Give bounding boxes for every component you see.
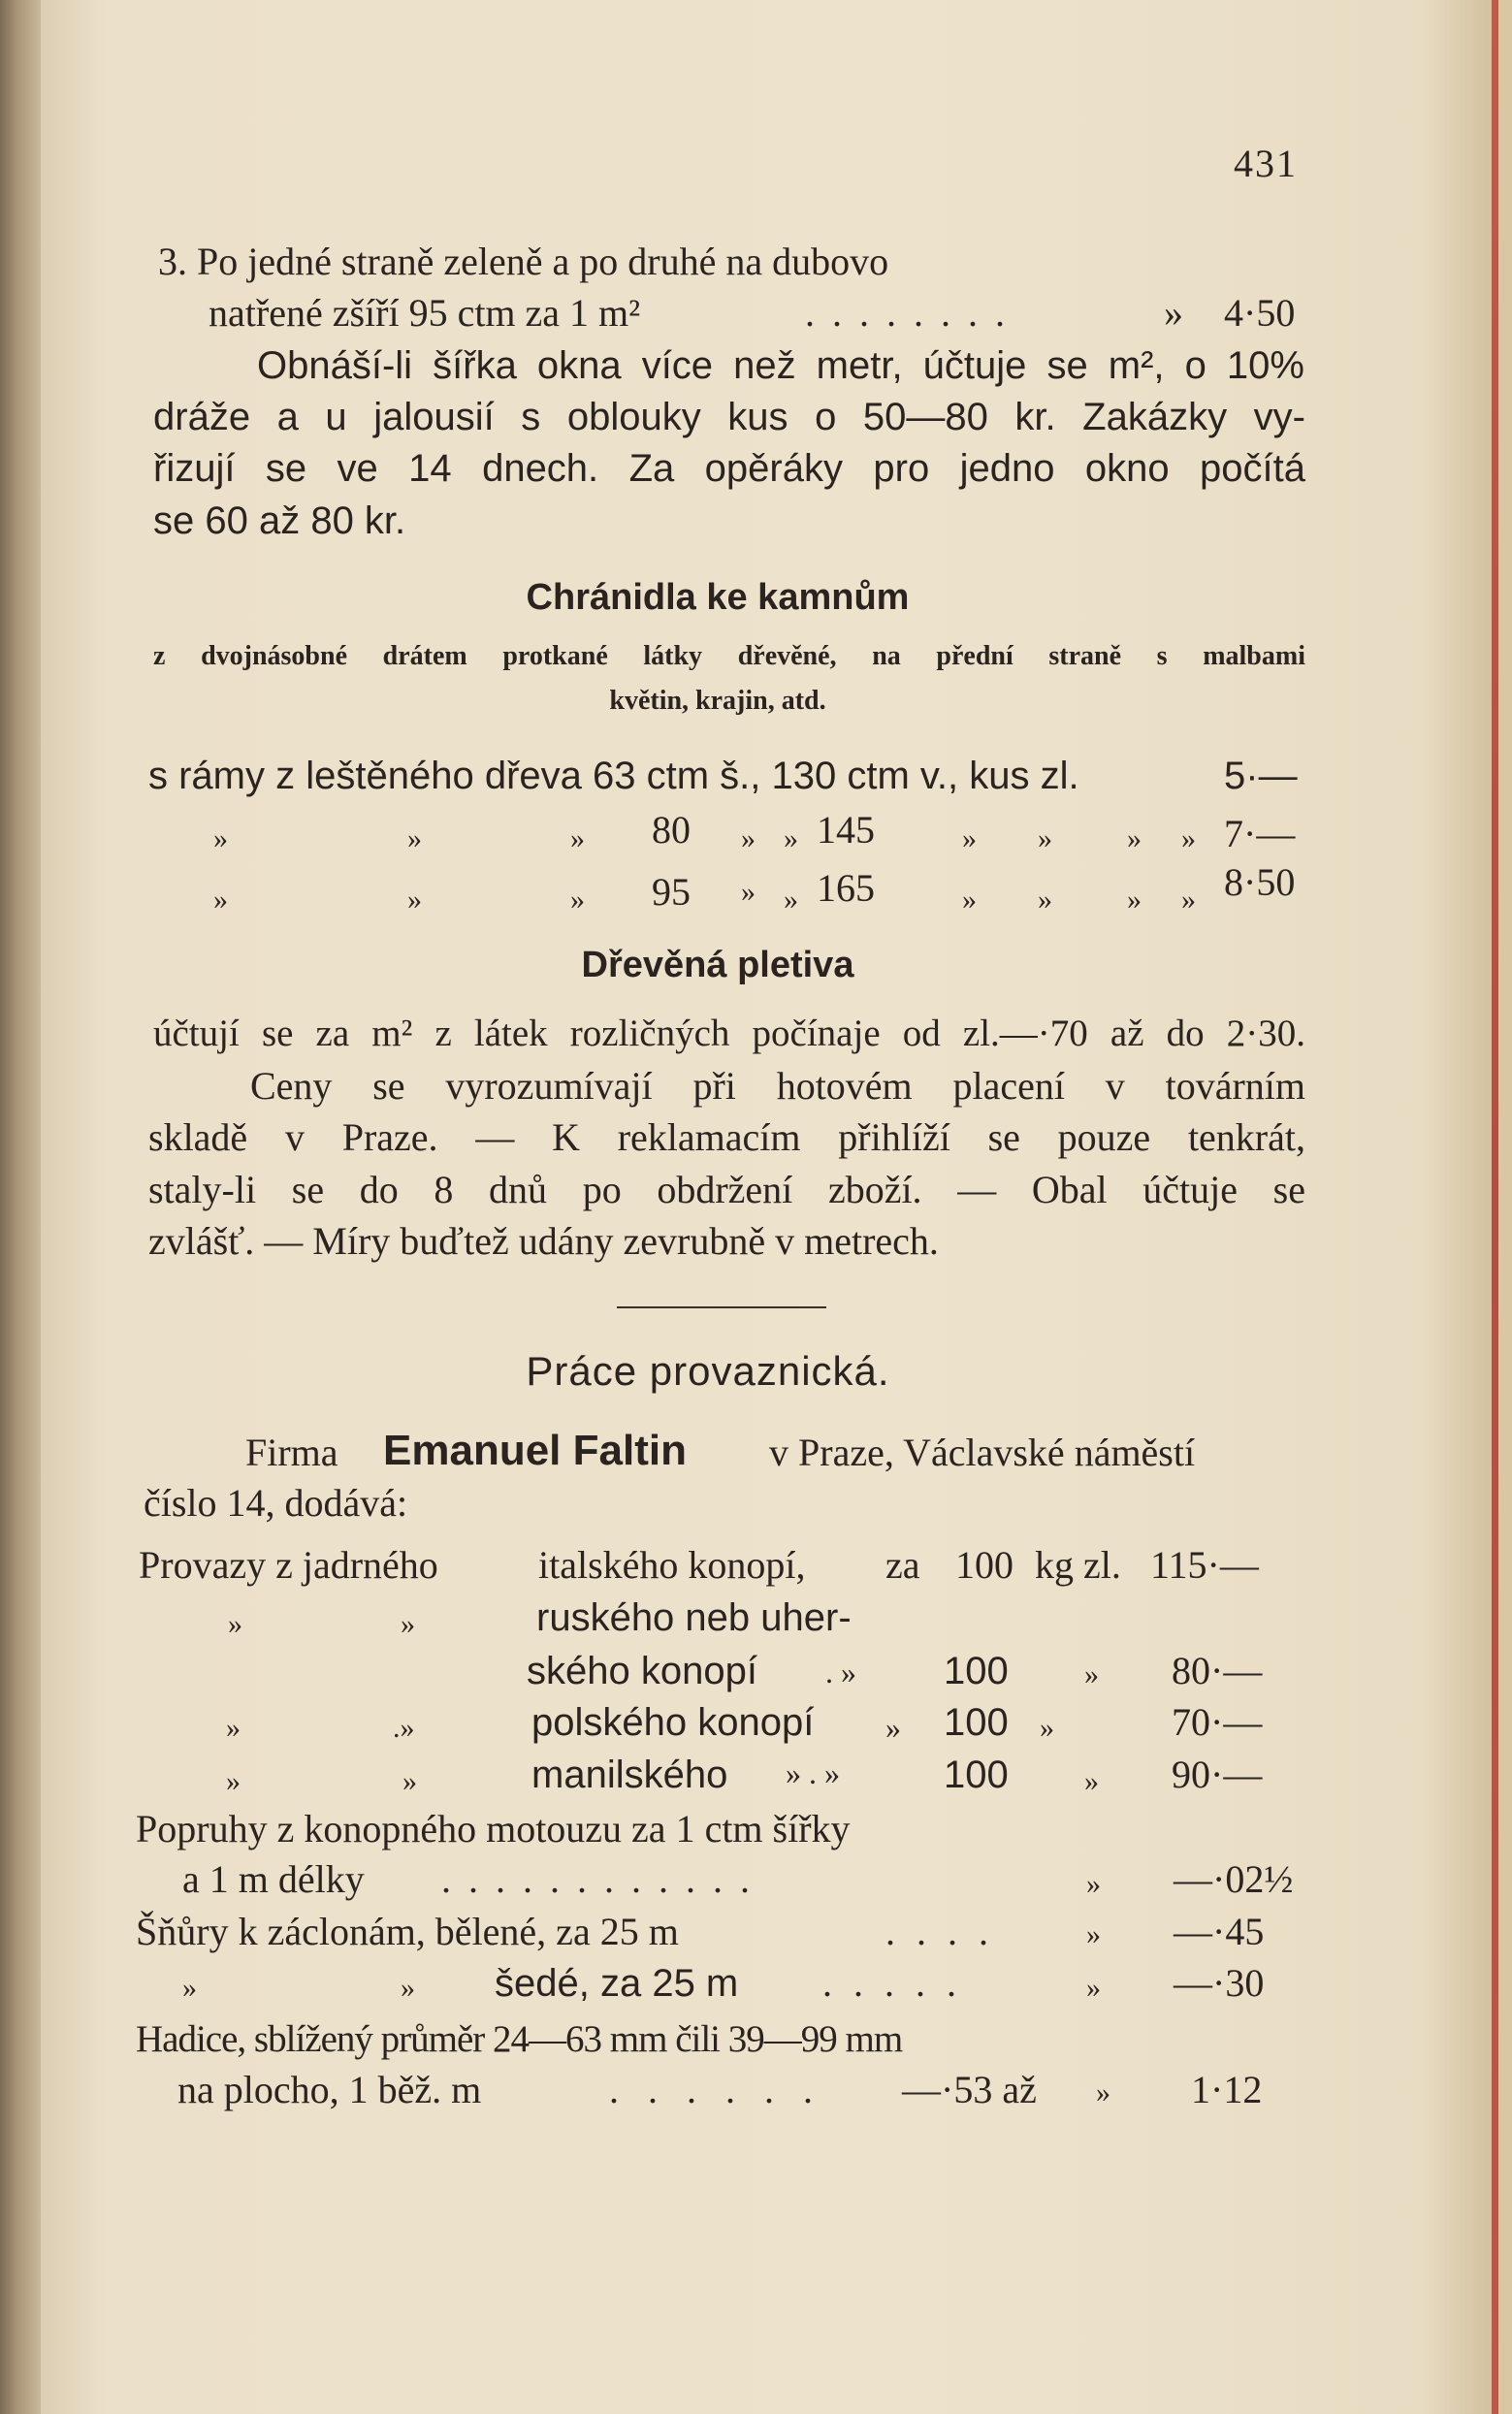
rope-row1-c3: za [885, 1543, 920, 1587]
rope-row1-c4: 100 [955, 1543, 1013, 1587]
rope-row9-q2: » [401, 1972, 415, 2004]
section1-sub1: z dvojnásobné drátem protkané látky dřevěné, na přední straně s malbami [153, 641, 1305, 671]
section1-row3-q1: » [213, 884, 228, 916]
rope-row2-q1: » [228, 1608, 242, 1640]
section3-firm-name: Emanuel Faltin [383, 1427, 687, 1474]
section1-row3-q9: » [1181, 884, 1196, 916]
section1-row3-q4: » [741, 876, 756, 908]
section1-row1-price: 5·— [1224, 755, 1298, 797]
section2-line2: Ceny se vyrozumívají při hotovém placení v továrním [250, 1064, 1305, 1108]
rope-row9-q1: » [182, 1972, 197, 2004]
item3-line2-quote: » [1164, 291, 1183, 335]
rope-row4-c2: polského konopí [531, 1701, 815, 1744]
item3-line2-text: natřené zšíří 95 ctm za 1 m² [209, 291, 641, 335]
section1-row2-q7: » [1038, 822, 1052, 854]
section1-row2-q3: » [570, 822, 585, 854]
rope-row10-c1: Hadice, sblížený průměr 24—63 mm čili 39—99 mm [136, 2018, 903, 2060]
rope-row5-c2: manilského [531, 1754, 728, 1796]
section1-row3-q3: » [570, 884, 585, 916]
section3-intro-line2: číslo 14, dodává: [144, 1481, 408, 1525]
rope-row8-c1: Šňůry k záclonám, bělené, za 25 m [136, 1910, 679, 1953]
rope-row1-c2: italského konopí, [538, 1543, 806, 1587]
section3-heading: Práce provaznická. [526, 1348, 890, 1394]
section2-line3: skladě v Praze. — K reklamacím přihlíží se pouze tenkrát, [148, 1115, 1305, 1159]
section-divider-rule [617, 1306, 826, 1308]
section1-row3-q2: » [407, 884, 422, 916]
rope-row9-c5: » [1086, 1972, 1101, 2004]
section1-row2-q5: » [784, 822, 798, 854]
rope-row7-c6: —·02½ [1174, 1857, 1294, 1901]
section3-intro-post: v Praze, Václavské náměstí [769, 1431, 1196, 1474]
book-spine-shadow [0, 0, 41, 2414]
rope-row4-c6: 70·— [1172, 1700, 1263, 1744]
section2-heading: Dřevěná pletiva [581, 945, 854, 985]
rope-row8-dots: . . . . [885, 1910, 994, 1953]
section2-line1: účtují se za m² z látek rozličných počínaje od zl.—·70 až do 2·30. [153, 1013, 1305, 1054]
section1-row3-q8: » [1127, 884, 1142, 916]
rope-row2-q2: » [401, 1608, 415, 1640]
rope-row4-q2: .» [393, 1712, 415, 1744]
rope-row11-c4: —·53 až [902, 2068, 1037, 2111]
section3-intro-pre: Firma [245, 1431, 338, 1474]
rope-row6-c1: Popruhy z konopného motouzu za 1 ctm šířky [136, 1807, 851, 1851]
item3-line5: řizují se ve 14 dnech. Za opěráky pro jedno okno počítá [153, 447, 1305, 490]
item3-line4: dráže a u jalousií s oblouky kus o 50—80 kr. Zakázky vy- [153, 396, 1305, 438]
rope-row9-c6: —·30 [1174, 1961, 1265, 2005]
rope-row11-c5: » [1096, 2076, 1110, 2108]
rope-row3-c6: 80·— [1172, 1649, 1263, 1692]
rope-row4-q1: » [226, 1712, 241, 1744]
rope-row8-c6: —·45 [1174, 1910, 1265, 1953]
section1-row2-q9: » [1181, 822, 1196, 854]
page-edge [1498, 0, 1512, 2414]
section1-row2-width: 80 [652, 808, 691, 852]
section1-row2-q1: » [213, 822, 228, 854]
rope-row7-c1: a 1 m délky [182, 1857, 365, 1901]
rope-row2-c2: ruského neb uher- [536, 1596, 852, 1639]
rope-row5-c3: » . » [786, 1755, 840, 1790]
rope-row3-c2: ského konopí [527, 1650, 757, 1692]
section1-row1-lead: s rámy z leštěného dřeva 63 ctm š., 130 ctm v., kus zl. [148, 755, 1079, 797]
rope-row5-c6: 90·— [1172, 1753, 1263, 1796]
rope-row9-c2: šedé, za 25 m [495, 1962, 739, 2005]
page-number: 431 [1234, 142, 1298, 185]
section1-row2-q4: » [741, 822, 756, 854]
item3-line2-price: 4·50 [1224, 291, 1296, 335]
section1-row2-q6: » [962, 822, 977, 854]
section1-row3-height: 165 [817, 866, 875, 910]
section1-row2-q8: » [1127, 822, 1142, 854]
rope-row9-dots: . . . . . [822, 1961, 962, 2005]
rope-row11-c6: 1·12 [1191, 2068, 1263, 2111]
section1-row2-height: 145 [817, 808, 875, 852]
rope-row7-dots: . . . . . . . . . . . . [441, 1857, 754, 1901]
rope-row1-c1: Provazy z jadrného [139, 1543, 438, 1587]
item3-line6: se 60 až 80 kr. [153, 499, 406, 542]
section1-row3-q7: » [1038, 884, 1052, 916]
rope-row5-c5: » [1084, 1765, 1099, 1797]
item3-line1: 3. Po jedné straně zeleně a po druhé na dubovo [158, 240, 889, 283]
rope-row4-c3: » [885, 1710, 901, 1745]
rope-row5-c4: 100 [944, 1754, 1009, 1796]
rope-row11-dots: . . . . . . [609, 2068, 822, 2111]
rope-row1-c6: 115·— [1150, 1543, 1259, 1587]
section2-line5: zvlášť. — Míry buďtež udány zevrubně v metrech. [148, 1219, 939, 1263]
rope-row4-c4: 100 [944, 1701, 1009, 1744]
section1-row2-q2: » [407, 822, 422, 854]
rope-row11-c1: na plocho, 1 běž. m [177, 2068, 482, 2111]
item3-line3: Obnáší-li šířka okna více než metr, účtuje se m², o 10% [257, 344, 1304, 387]
rope-row5-q1: » [226, 1765, 241, 1797]
rope-row1-c5: kg zl. [1035, 1543, 1121, 1587]
rope-row3-c4: 100 [944, 1650, 1009, 1692]
rope-row7-c5: » [1086, 1868, 1101, 1900]
section1-sub2: květin, krajin, atd. [609, 686, 826, 716]
section1-row3-q5: » [784, 884, 798, 916]
section1-heading: Chránidla ke kamnům [526, 577, 910, 618]
section1-row2-price: 7·— [1224, 812, 1296, 855]
section1-row3-price: 8·50 [1224, 860, 1296, 904]
section1-row3-width: 95 [652, 870, 691, 914]
rope-row4-c4b: » [1040, 1712, 1054, 1744]
rope-row3-c5: » [1084, 1658, 1099, 1690]
item3-line2-dots: . . . . . . . . [805, 291, 1009, 335]
section1-row3-q6: » [962, 884, 977, 916]
rope-row8-c5: » [1086, 1918, 1101, 1950]
rope-row5-q2: » [402, 1765, 417, 1797]
red-page-edge [1492, 0, 1498, 2414]
section2-line4: staly-li se do 8 dnů po obdržení zboží. — Obal účtuje se [148, 1168, 1305, 1211]
rope-row3-c3: . » [825, 1655, 856, 1690]
